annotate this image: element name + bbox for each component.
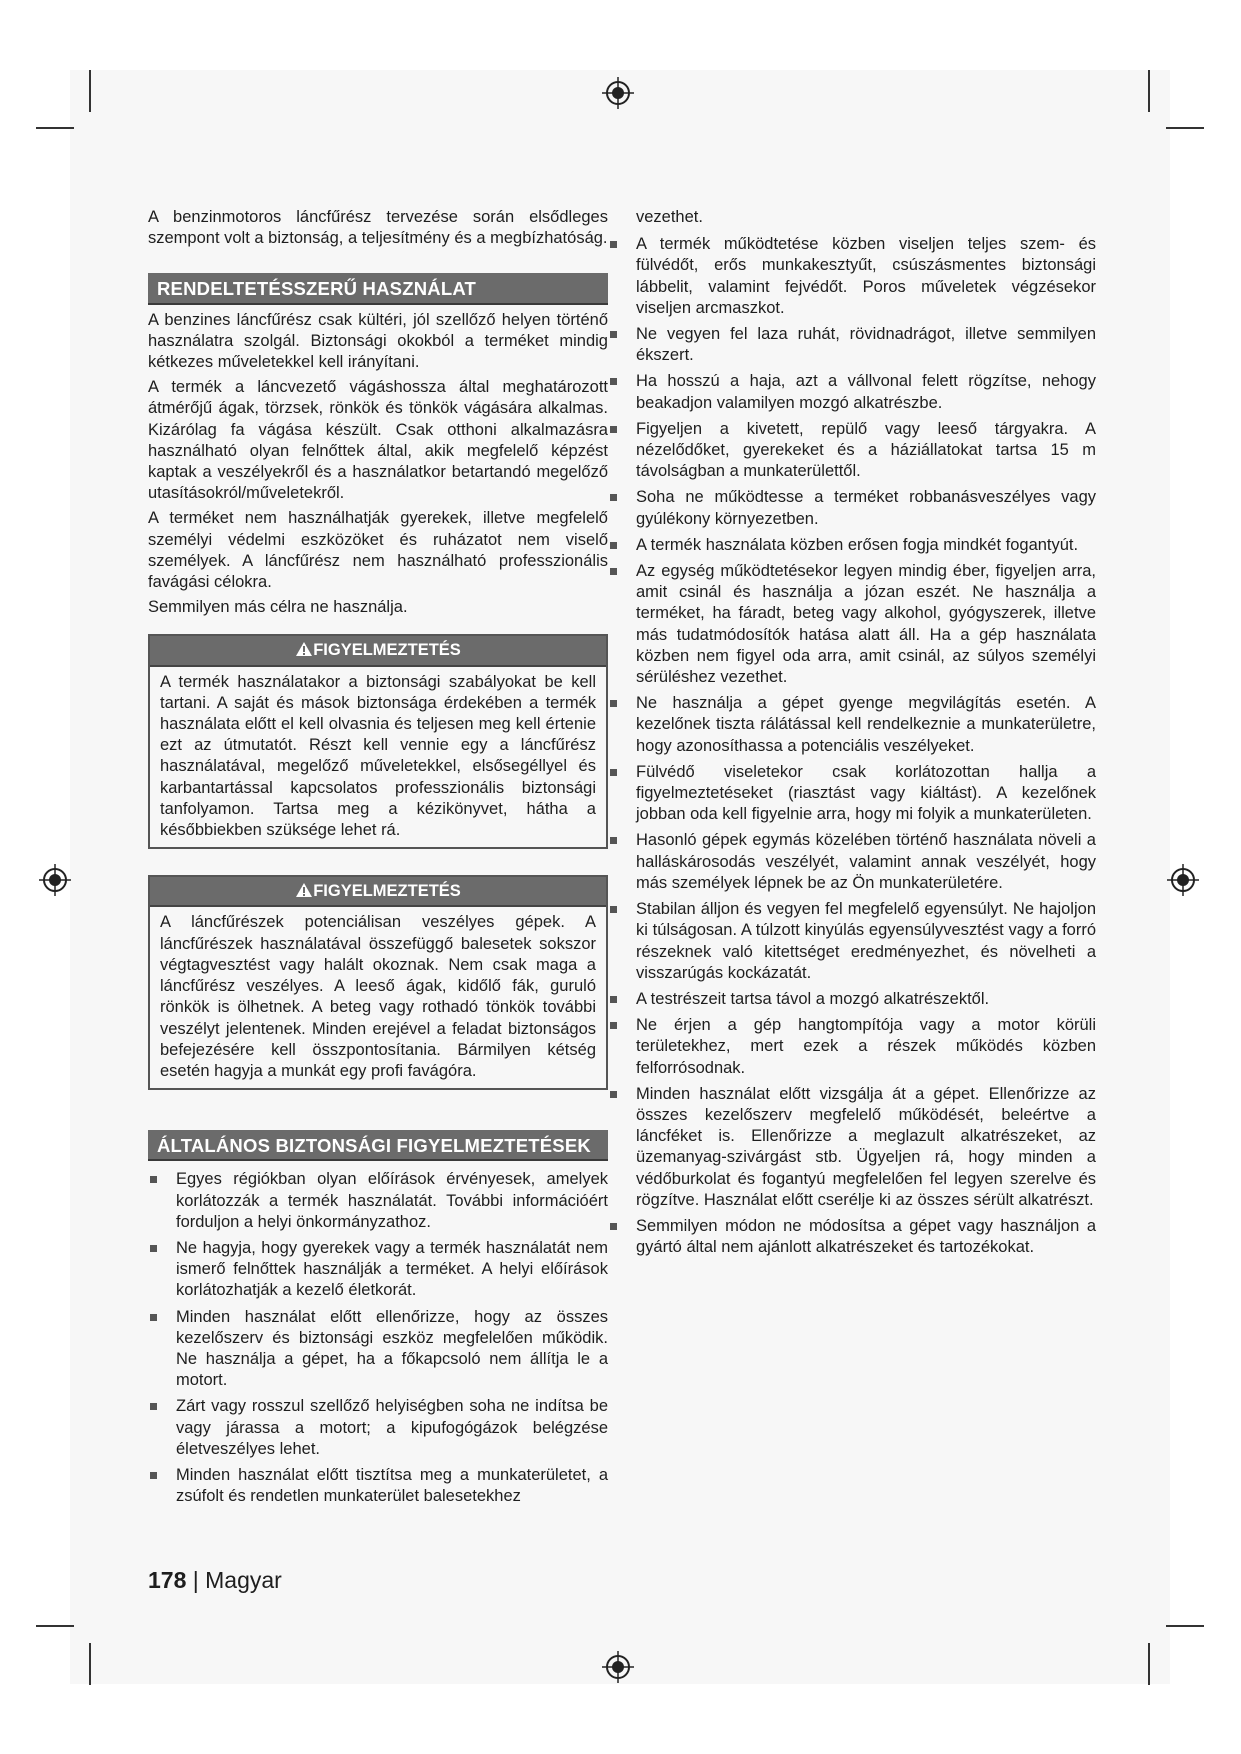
crop-mark xyxy=(89,70,91,112)
warning-box xyxy=(148,875,608,1090)
list-item: A testrészeit tartsa távol a mozgó alkatrészektől. xyxy=(608,989,1096,1010)
paragraph: A termék a láncvezető vágáshossza által meghatározott átmérőjű ágak, törzsek, rönkök és tönkök vágására alkalmas. Kizárólag fa vágása készült. Csak otthoni alkalmazásra használható olyan felnőttek által, akik megfelelő képzést kaptak a veszélyekről és a használatkor betartandó megelőző utasításokról/műveletekről. xyxy=(148,378,608,503)
paragraph: A benzines láncfűrész csak kültéri, jól szellőző helyen történő használatra szolgál. Biztonsági okokból a terméket mindig kétkezes műveletekkel kell irányítani. xyxy=(148,310,608,372)
list-item: Ne hagyja, hogy gyerekek vagy a termék használatát nem ismerő felnőttek használják a terméket. A helyi előírások korlátozhatják a kezelő életkorát. xyxy=(148,1238,608,1302)
list-item: Hasonló gépek egymás közelében történő használata növeli a halláskárosodás veszélyét, valamint annak veszélyét, hogy más személyek lépnek be az Ön munkaterületére. xyxy=(608,830,1096,894)
crop-mark xyxy=(36,127,74,129)
crop-mark xyxy=(1148,70,1150,112)
paragraph: Semmilyen más célra ne használja. xyxy=(148,598,408,617)
warning-text: A láncfűrészek potenciálisan veszélyes gépek. A láncfűrészek használatával összefüggő balesetek sokszor végtagvesztést vagy halált okoznak. Nem csak maga a láncfűrész veszélyes. A leeső ágak, kidőlő fák, guruló rönkök is ölhetnek. A beteg vagy rothadó tönkök további veszélyt jelentenek. Minden erejével a feladat biztonságos befejezésére kell összpontosítania. Bármilyen kétség esetén hagyja a munkát egy profi favágóra. xyxy=(160,913,596,1080)
list-item: Egyes régiókban olyan előírások érvényesek, amelyek korlátozzák a termék használatát. További információért forduljon a helyi önkormányzathoz. xyxy=(148,1169,608,1233)
registration-mark-icon xyxy=(1166,863,1200,897)
warning-triangle-icon xyxy=(295,882,313,898)
list-item: Minden használat előtt vizsgálja át a gépet. Ellenőrizze az összes kezelőszerv megfelelő működését, beleértve a láncféket is. Ellenőrizze a meglazult alkatrészeket, az üzemanyag-szivárgást stb. Ügyeljen rá, hogy minden a védőburkolat és fogantyú megfelelően fel legyen szerelve és rögzítve. Használat előtt cserélje ki az összes sérült alkatrészt. xyxy=(608,1084,1096,1211)
registration-mark-icon xyxy=(38,863,72,897)
safety-list-left xyxy=(148,1169,608,1507)
crop-mark xyxy=(89,1643,91,1685)
warning-title: FIGYELMEZTETÉS xyxy=(150,636,606,666)
list-item: Ne érjen a gép hangtompítója vagy a motor körüli területekhez, mert ezek a részek működés közben felforrósodnak. xyxy=(608,1015,1096,1079)
list-item: Semmilyen módon ne módosítsa a gépet vagy használjon a gyártó által nem ajánlott alkatrészeket és tartozékokat. xyxy=(608,1216,1096,1258)
section-heading-general-safety: ÁLTALÁNOS BIZTONSÁGI FIGYELMEZTETÉSEK xyxy=(148,1130,608,1161)
left-column xyxy=(148,207,608,1512)
list-item: A termék használata közben erősen fogja mindkét fogantyút. xyxy=(608,535,1096,556)
list-item: Fülvédő viseletekor csak korlátozottan hallja a figyelmeztetéseket (riasztást vagy kiáltást). A kezelőnek jobban oda kell figyelnie arra, hogy mi folyik a munkaterületen. xyxy=(608,762,1096,826)
section-heading-intended-use: RENDELTETÉSSZERŰ HASZNÁLAT xyxy=(148,273,608,304)
registration-mark-icon xyxy=(601,76,635,110)
footer-separator: | xyxy=(192,1567,199,1593)
crop-mark xyxy=(1166,127,1204,129)
intro-paragraph: A benzinmotoros láncfűrész tervezése során elsődleges szempont volt a biztonság, a teljesítmény és a megbízhatóság. xyxy=(148,208,608,248)
page-number: 178 xyxy=(148,1567,187,1593)
warning-title: FIGYELMEZTETÉS xyxy=(150,877,606,907)
list-item: Zárt vagy rosszul szellőző helyiségben soha ne indítsa be vagy járassa a motort; a kipufogógázok belégzése életveszélyes lehet. xyxy=(148,1396,608,1460)
list-item: Az egység működtetésekor legyen mindig éber, figyeljen arra, amit csinál és használja a józan eszét. Ne használja a terméket, ha fáradt, beteg vagy alkohol, gyógyszerek, illetve más tudatmódosítók hatása alatt áll. Ha a gép használata közben nem figyel oda arra, amit csinál, az súlyos személyi sérüléshez vezethet. xyxy=(608,561,1096,688)
list-item: Minden használat előtt tisztítsa meg a munkaterületet, a zsúfolt és rendetlen munkaterület balesetekhez xyxy=(148,1465,608,1507)
safety-list-right xyxy=(608,234,1096,1258)
paragraph: A terméket nem használhatják gyerekek, illetve megfelelő személyi védelmi eszközöket és ruházatot nem viselő személyek. A láncfűrész nem használható professzionális favágási célokra. xyxy=(148,509,608,592)
registration-mark-icon xyxy=(601,1650,635,1684)
list-item: Minden használat előtt ellenőrizze, hogy az összes kezelőszerv és biztonsági eszköz megfelelően működik. Ne használja a gépet, ha a főkapcsoló nem állítja le a motort. xyxy=(148,1307,608,1392)
crop-mark xyxy=(1166,1625,1204,1627)
warning-text: A termék használatakor a biztonsági szabályokat be kell tartani. A saját és mások biztonsága érdekében a termék használata előtt el kell olvasnia és teljesen meg kell értenie ezt az útmutatót. Részt kell vennie egy a láncfűrész használatával, megelőző műveletekkel, elsősegéllyel és karbantartással kapcsolatos professzionális biztonsági tanfolyamon. Tartsa meg a kézikönyvet, hátha a későbbiekben szüksége lehet rá. xyxy=(160,672,596,840)
footer-language: Magyar xyxy=(205,1567,282,1593)
continuation-text: vezethet. xyxy=(636,208,703,226)
list-item: Ha hosszú a haja, azt a vállvonal felett rögzítse, nehogy beakadjon valamilyen mozgó alkatrészbe. xyxy=(608,371,1096,413)
crop-mark xyxy=(36,1625,74,1627)
warning-triangle-icon xyxy=(295,641,313,657)
right-column xyxy=(636,207,1096,1263)
list-item: Ne használja a gépet gyenge megvilágítás esetén. A kezelőnek tiszta rálátással kell rendelkeznie a munkaterületre, hogy azonosíthassa a potenciális veszélyeket. xyxy=(608,693,1096,757)
list-item: A termék működtetése közben viseljen teljes szem- és fülvédőt, erős munkakesztyűt, csúszásmentes biztonsági lábbelit, valamint fejvédőt. Poros műveletek végzésekor viseljen arcmaszkot. xyxy=(608,234,1096,319)
warning-box xyxy=(148,634,608,849)
list-item: Figyeljen a kivetett, repülő vagy leeső tárgyakra. A nézelődőket, gyerekeket és a háziállatokat tartsa 15 m távolságban a munkaterülettől. xyxy=(608,419,1096,483)
list-item: Soha ne működtesse a terméket robbanásveszélyes vagy gyúlékony környezetben. xyxy=(608,487,1096,529)
page-footer xyxy=(148,1567,282,1594)
list-item: Stabilan álljon és vegyen fel megfelelő egyensúlyt. Ne hajoljon ki túlságosan. A túlzott kinyúlás egyensúlyvesztést vagy a forró részeknek való kitettséget eredményezhet, és növelheti a visszarúgás kockázatát. xyxy=(608,899,1096,984)
list-item: Ne vegyen fel laza ruhát, rövidnadrágot, illetve semmilyen ékszert. xyxy=(608,324,1096,366)
crop-mark xyxy=(1148,1643,1150,1685)
